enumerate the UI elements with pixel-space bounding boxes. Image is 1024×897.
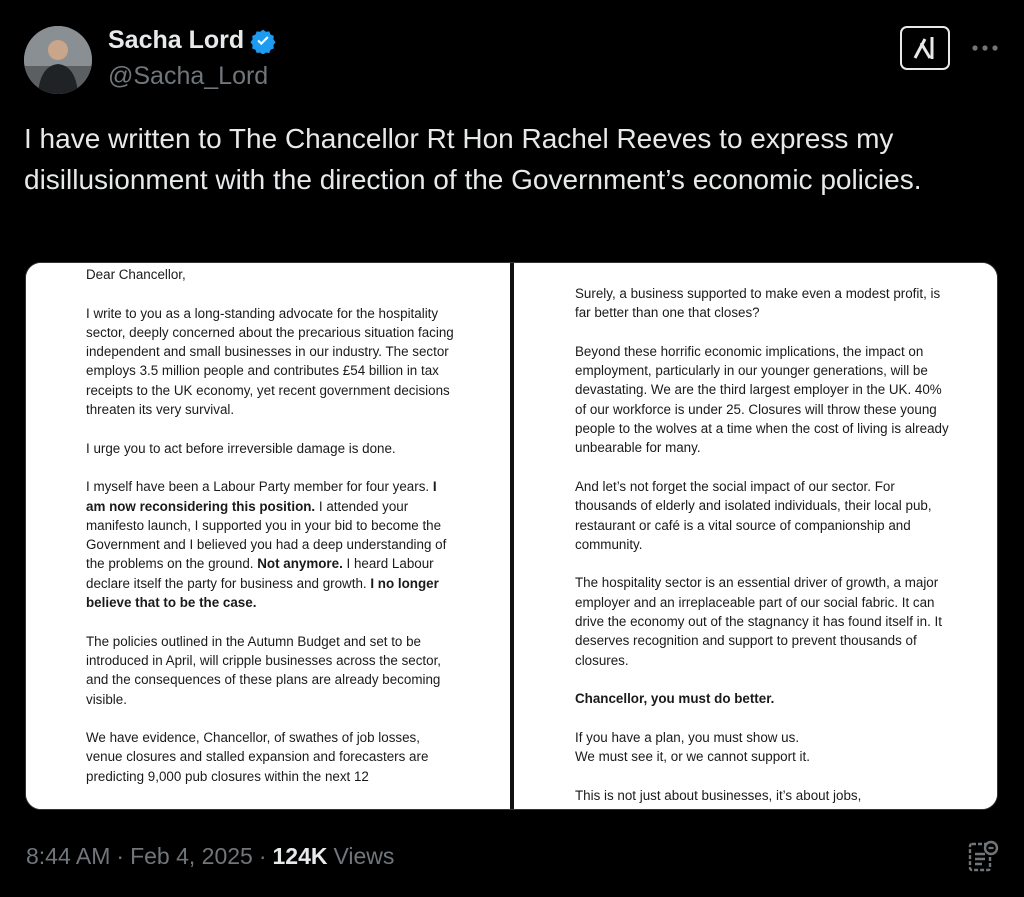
letter-text: If you have a plan, you must show us. (575, 729, 800, 745)
letter-paragraph (575, 477, 955, 554)
author-display-name[interactable]: Sacha Lord (108, 26, 245, 54)
letter-bold-text: I am now reconsidering this position. (86, 479, 437, 514)
letter-page-right (514, 263, 998, 809)
letter-paragraph (575, 728, 955, 767)
analytics-icon (966, 838, 1000, 874)
more-icon (968, 30, 1002, 66)
letter-text: I myself have been a Labour Party member for four years. (86, 479, 433, 495)
letter-paragraph (86, 728, 454, 786)
letter-paragraph (575, 689, 955, 708)
letter-page-left (26, 263, 510, 809)
letter-paragraph (86, 439, 454, 458)
letter-paragraph (575, 573, 955, 669)
avatar[interactable] (24, 26, 92, 94)
letter-bold-text: Chancellor, you must do better. (575, 691, 775, 707)
letter-text: This is not just about businesses, it’s about jobs, (575, 787, 862, 803)
letter-text: And let’s not forget the social impact of our sector. For thousands of elderly and isolated individuals, their local pub, restaurant or café is a vital source of companionship and community. (575, 478, 932, 552)
letter-text: I urge you to act before irreversible damage is done. (86, 440, 396, 456)
verified-badge-icon (250, 28, 276, 54)
tweet-date[interactable]: Feb 4, 2025 (130, 843, 253, 869)
author-handle[interactable]: @Sacha_Lord (108, 62, 269, 90)
letter-text: I heard Labour declare itself the party for business and growth. (86, 556, 434, 591)
letter-text: Surely, a business supported to make even a modest profit, is far better than one that closes? (575, 286, 941, 321)
letter-text: The policies outlined in the Autumn Budget and set to be introduced in April, will cripple businesses across the sector, and the consequences of these plans are already becoming visible. (86, 633, 442, 707)
letter-paragraph (575, 284, 955, 323)
letter-paragraph (575, 342, 955, 458)
grok-icon (910, 33, 940, 63)
tweet-meta (26, 843, 394, 870)
letter-text: We must see it, or we cannot support it. (575, 749, 810, 765)
letter-text: The hospitality sector is an essential driver of growth, a major employer and an irreplaceable part of our social fabric. It can drive the economy out of the stagnancy it has found itself in. It deserves recognition and support to prevent thousands of closures. (575, 575, 942, 668)
letter-image[interactable] (25, 262, 998, 810)
views-label: Views (333, 843, 395, 869)
letter-bold-text: I no longer believe that to be the case. (86, 575, 439, 611)
letter-paragraph (86, 477, 454, 612)
letter-paragraph (86, 632, 454, 709)
analytics-button[interactable] (966, 838, 1000, 874)
grok-button[interactable] (900, 26, 950, 70)
meta-separator: · (116, 843, 125, 869)
tweet-text: I have written to The Chancellor Rt Hon Rachel Reeves to express my disillusionment with the direction of the Government’s economic policies. (24, 123, 922, 195)
more-button[interactable] (968, 30, 1002, 66)
views-count: 124K (272, 843, 328, 869)
letter-text: I write to you as a long-standing advocate for the hospitality sector, deeply concerned about the precarious situation facing independent and small businesses in our industry. The sector employs 3.5 million people and contributes £54 billion in tax receipts to the UK economy, yet recent government decisions threaten its very survival. (86, 305, 454, 418)
letter-paragraph (575, 786, 955, 805)
letter-bold-text: Not anymore. (257, 556, 343, 572)
letter-paragraph (86, 304, 454, 420)
letter-text: Beyond these horrific economic implications, the impact on employment, particularly in our younger generations, will be devastating. We are the third largest employer in the UK. 40% of our workforce is under 25. Closures will throw these young people to the wolves at a time when the cost of living is already unbearable for many. (575, 343, 949, 456)
meta-separator: · (258, 843, 267, 869)
tweet-time[interactable]: 8:44 AM (26, 843, 111, 869)
letter-paragraph (86, 265, 454, 284)
letter-text: I attended your manifesto launch, I supported you in your bid to become the Government and I believed you had a deep understanding of the problems on the ground. (86, 498, 447, 572)
letter-text: Dear Chancellor, (86, 267, 186, 282)
letter-text: We have evidence, Chancellor, of swathes of job losses, venue closures and stalled expansion and forecasters are predicting 9,000 pub closures within the next 12 (86, 730, 429, 784)
